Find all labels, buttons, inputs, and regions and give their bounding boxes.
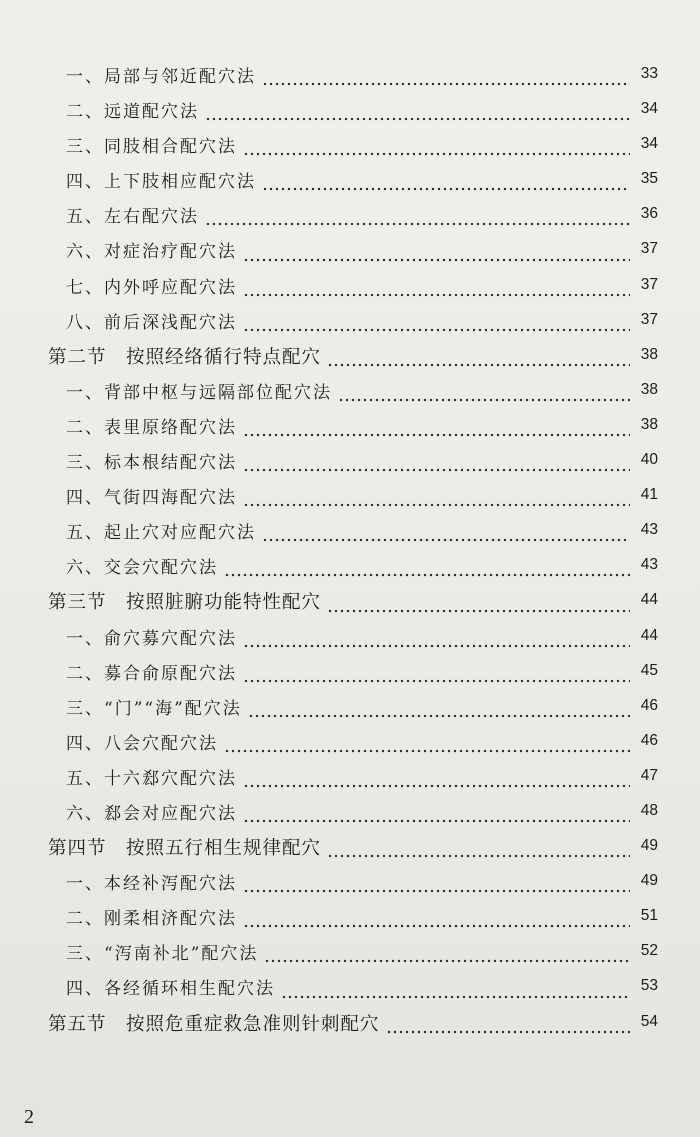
toc-page-number: 47 (640, 766, 658, 784)
dot-leader (281, 995, 630, 999)
toc-page-number: 44 (640, 626, 658, 644)
dot-leader (243, 293, 630, 297)
toc-entry-row (0, 163, 700, 198)
toc-entry-row (0, 760, 700, 795)
toc-entry-row (0, 479, 700, 514)
toc-entry-row (0, 900, 700, 935)
toc-entry-row (0, 93, 700, 128)
toc-entry-title: 五、左右配穴法 (66, 207, 199, 228)
toc-entry-title: 一、背部中枢与远隔部位配穴法 (66, 382, 332, 403)
dot-leader (243, 924, 630, 928)
dot-leader (205, 222, 630, 226)
toc-entry-title: 六、交会穴配穴法 (66, 558, 218, 579)
toc-page-number: 54 (640, 1012, 658, 1030)
toc-entry-row (0, 725, 700, 760)
dot-leader (243, 468, 630, 472)
toc-entry-row (0, 233, 700, 268)
toc-entry-title: 三、同肢相合配穴法 (66, 137, 237, 158)
toc-entry-row (0, 865, 700, 900)
toc-page-number: 35 (640, 170, 658, 188)
toc-entry-title: 六、对症治疗配穴法 (66, 242, 237, 263)
toc-page-number: 41 (640, 486, 658, 504)
toc-page-number: 33 (640, 65, 658, 82)
toc-page-number: 53 (640, 977, 658, 995)
toc-entry-title: 八、前后深浅配穴法 (66, 312, 237, 333)
toc-page-number: 43 (640, 521, 658, 539)
dot-leader (327, 363, 630, 367)
toc-entry-row (0, 374, 700, 409)
toc-entry-row (0, 409, 700, 444)
toc-page-number: 38 (640, 345, 658, 363)
toc-entry-title: 二、刚柔相济配穴法 (66, 909, 237, 930)
toc-page-number: 44 (640, 591, 658, 609)
toc-page-number: 38 (640, 380, 658, 398)
dot-leader (248, 714, 630, 718)
toc-page-number: 37 (640, 310, 658, 328)
dot-leader (262, 538, 630, 542)
dot-leader (205, 117, 630, 121)
toc-entry-row (0, 655, 700, 690)
toc-entry-row (0, 549, 700, 584)
toc-entry-row (0, 935, 700, 970)
dot-leader (386, 1030, 630, 1034)
toc-entry-title: 四、气街四海配穴法 (66, 488, 237, 509)
toc-entry-row (0, 970, 700, 1005)
toc-entry-title: 二、表里原络配穴法 (66, 417, 237, 438)
toc-section-title: 第五节 按照危重症救急准则针刺配穴 (48, 1013, 380, 1035)
toc-entry-title: 三、“门”“海”配穴法 (66, 698, 242, 719)
toc-section-title: 第四节 按照五行相生规律配穴 (48, 838, 322, 860)
toc-entry-row (0, 58, 700, 93)
toc-entry-title: 七、内外呼应配穴法 (66, 277, 237, 298)
dot-leader (243, 819, 630, 823)
toc-page-number: 36 (640, 205, 658, 223)
dot-leader (243, 503, 630, 507)
dot-leader (243, 889, 630, 893)
toc-entry-title: 一、本经补泻配穴法 (66, 874, 237, 895)
toc-page-number: 34 (640, 135, 658, 153)
toc-page-number: 49 (640, 837, 658, 855)
toc-entry-title: 一、局部与邻近配穴法 (66, 67, 256, 87)
dot-leader (243, 328, 630, 332)
toc-page-number: 45 (640, 661, 658, 679)
toc-section-row (0, 339, 700, 374)
toc-section-row (0, 1006, 700, 1041)
table-of-contents (0, 58, 700, 1041)
dot-leader (224, 749, 630, 753)
page-number: 2 (24, 1106, 34, 1128)
dot-leader (243, 679, 630, 683)
toc-entry-title: 四、上下肢相应配穴法 (66, 172, 256, 193)
toc-page-number: 46 (640, 731, 658, 749)
toc-entry-row (0, 795, 700, 830)
toc-page-number: 37 (640, 275, 658, 293)
toc-section-title: 第二节 按照经络循行特点配穴 (48, 346, 322, 368)
dot-leader (243, 152, 630, 156)
toc-entry-row (0, 620, 700, 655)
toc-page-number: 46 (640, 696, 658, 714)
dot-leader (262, 82, 630, 86)
dot-leader (243, 784, 630, 788)
toc-entry-row (0, 128, 700, 163)
toc-entry-row (0, 269, 700, 304)
dot-leader (338, 398, 630, 402)
toc-page-number: 49 (640, 872, 658, 890)
toc-entry-title: 一、俞穴募穴配穴法 (66, 628, 237, 649)
dot-leader (327, 854, 630, 858)
toc-page-number: 40 (640, 451, 658, 469)
toc-entry-title: 五、起止穴对应配穴法 (66, 523, 256, 544)
toc-page-number: 48 (640, 801, 658, 819)
toc-page-number: 38 (640, 415, 658, 433)
toc-page-number: 37 (640, 240, 658, 258)
toc-entry-row (0, 444, 700, 479)
toc-entry-row (0, 198, 700, 233)
dot-leader (262, 187, 630, 191)
dot-leader (243, 644, 630, 648)
toc-section-title: 第三节 按照脏腑功能特性配穴 (48, 592, 322, 614)
toc-entry-title: 四、八会穴配穴法 (66, 733, 218, 754)
toc-page-number: 43 (640, 556, 658, 574)
toc-section-row (0, 830, 700, 865)
dot-leader (224, 573, 630, 577)
toc-entry-title: 三、“泻南补北”配穴法 (66, 944, 259, 965)
toc-entry-title: 二、募合俞原配穴法 (66, 663, 237, 684)
toc-page-number: 51 (640, 907, 658, 925)
dot-leader (243, 433, 630, 437)
toc-entry-title: 六、郄会对应配穴法 (66, 803, 237, 824)
dot-leader (264, 959, 630, 963)
toc-entry-row (0, 304, 700, 339)
toc-entry-title: 三、标本根结配穴法 (66, 453, 237, 474)
toc-section-row (0, 584, 700, 619)
toc-entry-title: 五、十六郄穴配穴法 (66, 768, 237, 789)
toc-page-number: 34 (640, 100, 658, 118)
dot-leader (327, 609, 630, 613)
toc-entry-row (0, 514, 700, 549)
toc-entry-row (0, 690, 700, 725)
toc-entry-title: 二、远道配穴法 (66, 102, 199, 123)
toc-entry-title: 四、各经循环相生配穴法 (66, 979, 275, 1000)
dot-leader (243, 258, 630, 262)
toc-page-number: 52 (640, 942, 658, 960)
